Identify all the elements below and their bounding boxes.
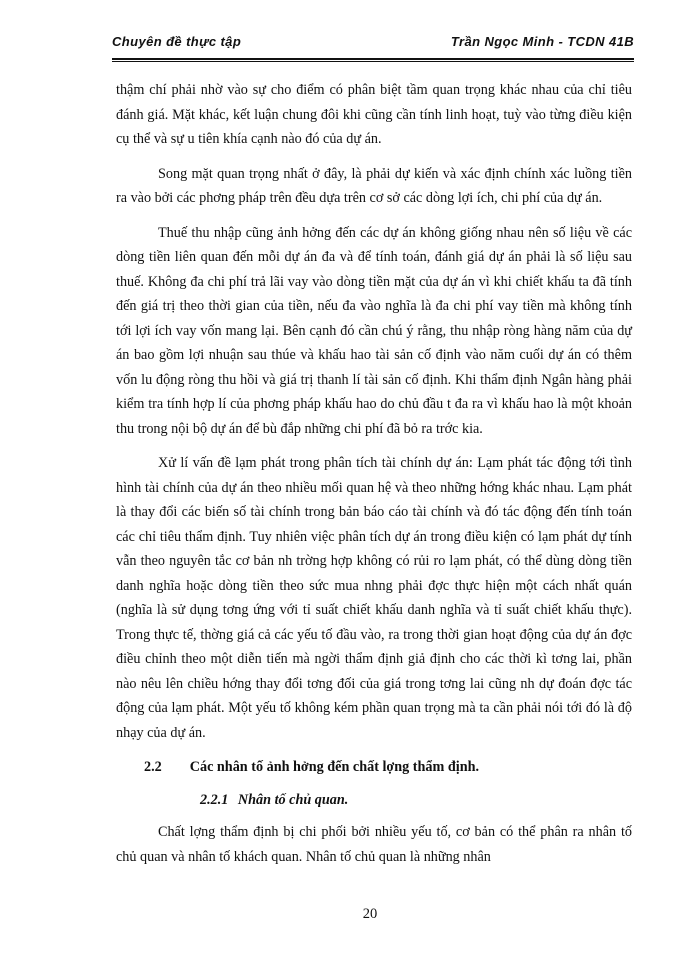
- section-heading: [116, 755, 632, 780]
- paragraph-4: Xử lí vấn đề lạm phát trong phân tích tài chính dự án: Lạm phát tác động tới tình hình tài chính của dự án theo nhiều mối quan hệ và theo những hớng khác nhau. Lạm phát là thay đổi các biến số tài chính trong bản báo cáo tài chính và đó tác động đến tính toán các chỉ tiêu thẩm định. Tuy nhiên việc phân tích dự án trong điều kiện có lạm phát dự tính vẫn theo nguyên tắc cơ bản nh trờng hợp không có rủi ro lạm phát, có thể dùng dòng tiền danh nghĩa hoặc dòng tiền theo sức mua nhng phải đợc thực hiện một cách nhất quán (nghĩa là sử dụng tơng ứng với tỉ suất chiết khấu danh nghĩa và tỉ suất chiết khấu thực). Trong thực tế, thờng giá cả các yếu tố đầu vào, ra trong thời gian hoạt động của dự án đợc điều chỉnh theo một diễn tiến mà ngời thẩm định giả định cho các thời kì tơng lai, phần nào nêu lên chiều hớng thay đổi tơng đối của giá trong tơng lai cũng nh dự đoán đợc tác động của lạm phát. Một yếu tố không kém phần quan trọng mà ta cần phải nói tới đó là độ nhạy của dự án.: [116, 455, 632, 741]
- header-left-title: Chuyên đề thực tập: [112, 34, 242, 49]
- subsection-title: Nhân tố chủ quan.: [237, 791, 349, 808]
- paragraph-5: Chất lợng thẩm định bị chi phối bởi nhiều yếu tố, cơ bản có thể phân ra nhân tố chủ quan và nhân tố khách quan. Nhân tố chủ quan là những nhân: [116, 824, 632, 865]
- paragraph-2: Song mặt quan trọng nhất ở đây, là phải dự kiến và xác định chính xác luồng tiền ra vào bởi các phơng pháp trên đều dựa trên cơ sở các dòng lợi ích, chi phí của dự án.: [116, 165, 632, 206]
- section-number: 2.2: [144, 759, 162, 775]
- page-body: [116, 78, 632, 879]
- subsection-number: 2.2.1: [200, 791, 229, 808]
- page-number: 20: [362, 906, 378, 922]
- paragraph-1: thậm chí phải nhờ vào sự cho điểm có phân biệt tầm quan trọng khác nhau của chỉ tiêu đánh giá. Mặt khác, kết luận chung đôi khi cũng cần tính linh hoạt, tuỳ vào từng điều kiện cụ thể và sự u tiên khía cạnh nào đó của dự án.: [116, 82, 632, 147]
- header-rule: [112, 58, 634, 60]
- header-rule-thin: [112, 61, 634, 62]
- section-title: Các nhân tố ảnh hởng đến chất lợng thẩm định.: [189, 759, 480, 775]
- page-header: [112, 34, 634, 49]
- paragraph-3: Thuế thu nhập cũng ảnh hởng đến các dự án không giống nhau nên số liệu về các dòng tiền liên quan đến mỗi dự án đa và để tính toán, đánh giá dự án phải là số liệu sau thuế. Không đa chi phí trả lãi vay vào dòng tiền mặt của dự án vì khi chiết khấu ta đã tính đến giá trị theo thời gian của tiền, nếu đa vào nghĩa là đa chi phí vay tiền mà không tính tới lợi ích vay vốn mang lại. Bên cạnh đó cần chú ý rằng, thu nhập ròng hàng năm của dự án bao gồm lợi nhuận sau thúe và khấu hao tài sản cố định vào năm cuối dự án có thêm vốn lu động ròng thu hồi và giá trị thanh lí tài sản cố định. Khi thẩm định Ngân hàng phải kiểm tra tính hợp lí của phơng pháp khấu hao do chủ đầu t đa ra vì khấu hao là một khoản thu trong nội bộ dự án để bù đắp những chi phí đã bỏ ra trớc kia.: [116, 224, 632, 437]
- subsection-heading: [116, 788, 632, 813]
- header-right-author: Trần Ngọc Minh - TCDN 41B: [450, 34, 634, 49]
